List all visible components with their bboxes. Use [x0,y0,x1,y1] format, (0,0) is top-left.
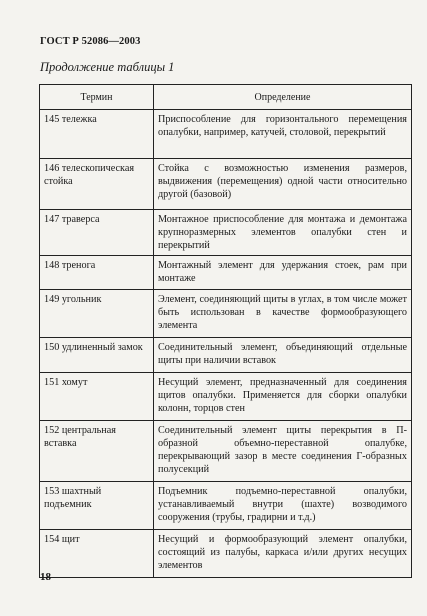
term-cell: 145 тележка [40,110,154,159]
table-row [40,530,412,578]
definition-cell: Несущий и формообразующий элемент опалубки, состоящий из палубы, каркаса и/или других несущих элементов [154,530,412,578]
definition-cell: Монтажное приспособление для монтажа и демонтажа крупноразмерных элементов опалубки стен и перекрытий [154,210,412,256]
terms-table [39,84,412,578]
definition-cell: Соединительный элемент, объединяющий отдельные щиты при наличии вставок [154,338,412,373]
table-row [40,159,412,210]
definition-cell: Приспособление для горизонтального перемещения опалубки, например, катучей, столовой, перекрытий [154,110,412,159]
table-caption: Продолжение таблицы 1 [40,60,175,74]
term-cell: 146 телескопическая стойка [40,159,154,210]
definition-cell: Подъемник подъемно-переставной опалубки, устанавливаемый внутри (шахте) возводимого сооружения (трубы, градирни и т.д.) [154,482,412,530]
term-cell: 151 хомут [40,373,154,421]
document-header: ГОСТ Р 52086—2003 [40,36,141,47]
page-number: 18 [40,571,51,583]
definition-cell: Стойка с возможностью изменения размеров, выдвижения (перемещения) одной части относительно другой (базовой) [154,159,412,210]
table-row [40,256,412,290]
term-cell: 147 траверса [40,210,154,256]
table-row [40,110,412,159]
definition-cell: Несущий элемент, предназначенный для соединения щитов опалубки. Применяется для сборки опалубки колонн, торцов стен [154,373,412,421]
term-cell: 152 центральная вставка [40,421,154,482]
table-row [40,373,412,421]
table-header-row [40,85,412,110]
table-row [40,210,412,256]
term-cell: 149 угольник [40,290,154,338]
table-row [40,482,412,530]
definition-cell: Соединительный элемент щиты перекрытия в П-образной объемно-переставной опалубке, перекрывающий зазор в месте соединения Г-образных полусекций [154,421,412,482]
table-row [40,338,412,373]
table-row [40,290,412,338]
table-row [40,421,412,482]
term-cell: 153 шахтный подъемник [40,482,154,530]
term-cell: 154 щит [40,530,154,578]
column-header-definition: Определение [154,85,412,110]
definition-cell: Монтажный элемент для удержания стоек, рам при монтаже [154,256,412,290]
column-header-term: Термин [40,85,154,110]
definition-cell: Элемент, соединяющий щиты в углах, в том числе может быть использован в качестве формообразующего элемента [154,290,412,338]
term-cell: 148 тренога [40,256,154,290]
term-cell: 150 удлиненный замок [40,338,154,373]
